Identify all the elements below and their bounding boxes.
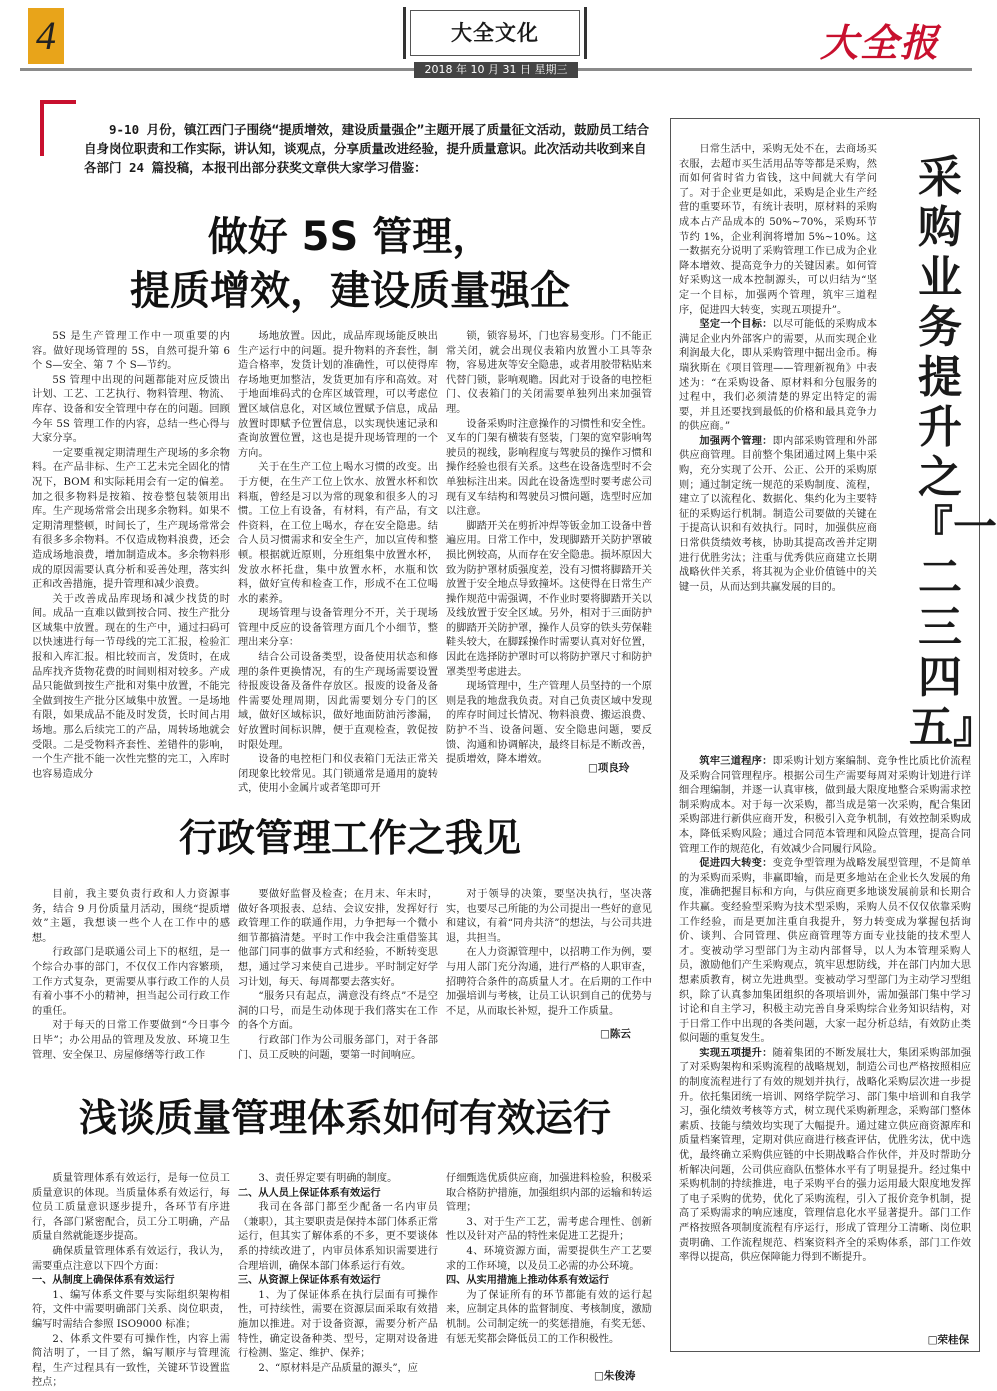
paragraph: 设备采购时注意操作的习惯性和安全性。叉车的门架有横装有竖装，门架的宽窄影响驾驶员的视线，影响程度与驾驶员的操作习惯和操作经验也很有关系。这些在设备选型时不会单独标注出来。因此在设备选型时要考虑公司现有叉车结构和驾驶员习惯问题，选型时应加以注意。 (446, 418, 652, 518)
paragraph: 结合公司设备类型，设备使用状态和修理的条件更换情况，有的生产现场需要设置待报废设备及备件存放区。报废的设备及备件需要处理周期，因此需要划分专门的区域，做好区域标识，做好地面防油污渗漏，好放置时间标识牌，便于直观检查，敦促按时限处理。 (238, 652, 438, 751)
article1-title-line2: 提质增效，建设质量强企 (130, 268, 570, 314)
paragraph: 现场管理与设备管理分不开，关于现场管理中反应的设备管理方面几个小细节，整理出来分享： (238, 608, 438, 649)
intro-corner-mark (40, 100, 76, 104)
paragraph: 目前，我主要负责行政和人力资源事务，结合 9 月份质量月活动，围绕“提质增效”主题，我想谈一些个人在工作中的感想。 (32, 889, 230, 944)
subheading: 一、从制度上确保体系有效运行 (32, 1275, 175, 1287)
paragraph: 确保质量管理体系有效运行，我认为，需要重点注意以下四个方面： (32, 1245, 230, 1272)
paragraph: 脚踏开关在剪折冲焊等钣金加工设备中普遍应用。日常工作中，发现脚踏开关防护罩破损比例较高，从而存在安全隐患。损坏原因大致为防护罩材质强度差，没有习惯将脚踏开关放置于安全地点导致撞坏。这使得在日常生产操作规范中需强调，不作业时要将脚踏开关以及线放置于安全区域。另外，相对于三面防护的脚踏开关防护罩，操作人员穿的铁头劳保鞋鞋头较大，在脚踩操作时需要认真对好位置，因此在选择防护罩时可以将防护罩尺寸和防护罩类型考虑进去。 (446, 520, 652, 678)
article1-column-3 (446, 330, 652, 766)
article2-headline: 行政管理工作之我见 (178, 816, 521, 860)
dateline (0, 62, 992, 78)
article1-column-2 (238, 330, 438, 795)
paragraph: 一定要重视定期清理生产现场的多余物料。在产品非标、生产工艺未完全固化的情况下，BOM 和实际耗用会有一定的偏差。加之很多物料是按箱、按卷整包装领用出库。生产现场常常会出现多余物料。如果不定期清理整顿，时间长了，生产现场常常会有很多多余物料。不仅造成物料浪费，还会造成场地浪费，增加制造成本。多余物料形成的原因需要认真分析和妥善处理，落实纠正和改善措施，提升管理和减少浪费。 (32, 447, 230, 591)
sidebar-article (670, 118, 997, 1352)
paragraph: 场地放置。因此，成品库现场能反映出生产运行中的问题。提升物料的齐套性，制造合格率，发货计划的准确性，可以使得库存场地更加整洁，发货更加有序和高效。对于地面堆码式的仓库区域管理，可以考虑位置区域信息化，对区域位置赋予信息，成品放置时即赋予位置信息，以实现快速记录和查询放置位置，这也是提升现场管理的一个方向。 (238, 331, 438, 459)
sidebar-vertical-title: 采购业务提升之『一二三四五』 (909, 152, 997, 753)
lead-term: 筑牢三道程序： (699, 756, 773, 767)
lead-paragraph (679, 857, 971, 1047)
paragraph: 现场管理中，生产管理人员坚持的一个原则是我的地盘我负责。对自己负责区域中发现的库存时间过长情况、物料浪费、搬运浪费、防护不当、设备问题、安全隐患问题，要反馈、沟通和协调解决，最终目标是不断改善，提质增效，降本增效。 (446, 681, 652, 766)
paragraph: 行政部门作为公司服务部门，对于各部门、员工反映的问题，要第一时间响应。 (238, 1034, 438, 1061)
paragraph: 2、体系文件要有可操作性，内容上需简洁明了，一目了然，编写顺序与管理流程，生产过程具有一致性，关键环节设置监控点； (32, 1333, 230, 1389)
paragraph: 5S 管理中出现的问题都能对应反馈出计划、工艺、工艺执行、物料管理、物流、库存、设备和安全管理中存在的问题。回顾今年 5S 管理工作的内容，总结一些心得与大家分享。 (32, 374, 230, 445)
article2-column-2 (238, 888, 438, 1064)
lead-term: 促进四大转变： (699, 858, 773, 870)
lead-text: 以尽可能低的采购成本满足企业内外部客户的需要，从而实现企业利润最大化，即从采购管理中掘出金币。梅瑞狄斯在《项目管理——管理新视角》中表述为：“在采购设备、原材料和分包服务的过程中，我们必须清楚的界定出特定的需要，并且还要找到最低的价格和最具竞争力的供应商。” (679, 319, 878, 433)
paragraph: 1、为了保证体系在执行层面有可操作性，可持续性，需要在资源层面采取有效措施加以推进。对于设备资源，需要分析产品特性，确定设备种类、型号，定期对设备进行检测、鉴定、维护、保养； (238, 1289, 438, 1360)
lead-paragraph (679, 318, 877, 435)
lead-text: 即内部采购管理和外部供应商管理。目前整个集团通过网上集中采购，充分实现了公开、公正、公开的采购原则；通过制定统一规范的采购制度、流程，建立了以流程化、数据化、集约化为主要特征的采购运行机制。制造公司要做的关键在于提高认识和有效执行。同时，加强供应商日常供货绩效考核，协助其提高改善并定期进行优胜劣汰；注重与优秀供应商建立长期战略伙伴关系，将其视为企业价值链中的关键一员，从而达到共赢发展的目的。 (679, 435, 878, 593)
article3-headline: 浅谈质量管理体系如何有效运行 (78, 1096, 611, 1140)
paragraph: 4、环境资源方面，需要提供生产工艺要求的工作环境，以及员工必需的办公环境。 (446, 1245, 652, 1272)
paragraph: 日常生活中，采购无处不在，去商场买衣服，去超市买生活用品等等都是采购，然而如何省时省力省钱，这中间就大有学问了。对于企业更是如此，采购是企业生产经营的重要环节，有统计表明，原材料的采购成本占产品成本的 50%~70%，采购环节节约 1%，企业利润将增加 5%~10%。这一数据充分说明了采购管理工作已成为企业降本增效、提高竞争力的关键因素。如何管好采购这一成本控制源头，可以归结为“坚定一个目标，加强两个管理，筑牢三道程序，促进四大转变，实现五项提升”。 (679, 144, 877, 316)
paragraph: 3、对于生产工艺，需考虑合理性、创新性以及针对产品的特性来促进工艺提升； (446, 1216, 652, 1243)
paragraph: 要做好监督及检查；在月末、年末时，做好各项报表、总结、会议安排，发挥好行政管理工作的联通作用，力争把每一个微小细节都搞清楚。平时工作中我会注重借鉴其他部门同事的做事方式和经验，不断转变思想，通过学习来使自己进步。平时制定好学习计划，每天、每周都要去落实好。 (238, 889, 438, 988)
paragraph: 锁，锁容易坏，门也容易变形。门不能正常关闭，就会出现仪表箱内放置小工具等杂物，容易进灰等安全隐患，或者用胶带粘贴来代替门锁，影响观瞻。因此对于设备的电控柜门、仪表箱门的关闭需要单独列出来加强管理。 (446, 331, 652, 415)
sidebar-column-bottom (679, 755, 971, 1333)
lead-term: 坚定一个目标： (699, 319, 773, 331)
paragraph: 在人力资源管理中，以招聘工作为例，要与用人部门充分沟通，进行严格的人职审查，招聘符合条件的高质量人才。在后期的工作中加强培训与考核，让员工认识到自己的优势与不足，从而取长补短，提升工作质量。 (446, 947, 652, 1017)
paragraph: 为了保证所有的环节都能有效的运行起来，应制定具体的监督制度、考核制度，激励机制。公司制定统一的奖惩措施，有奖无惩、有惩无奖都会降低员工的工作积极性。 (446, 1289, 652, 1345)
subheading: 二、从人员上保证体系有效运行 (238, 1187, 381, 1199)
paragraph: 对于领导的决策，要坚决执行，坚决落实，也要尽己所能的为公司提出一些好的意见和建议，有着“同舟共济”的想法，与公司共进退，共担当。 (446, 889, 652, 944)
paragraph: 1、编写体系文件要与实际组织架构相符，文件中需要明确部门关系、岗位职责，编写时需结合参照 ISO9000 标准； (32, 1289, 230, 1330)
paragraph: 仔细甄选优质供应商，加强进料检验，积极采取合格防护措施，加强组织内部的运输和转运管理； (446, 1173, 652, 1214)
paragraph: 行政部门是联通公司上下的枢纽，是一个综合办事的部门，不仅仅工作内容繁琐，工作方式复杂，更需要从事行政工作的人员有着小事不小的精神，担当起公司行政工作的重任。 (32, 947, 230, 1017)
page-number: 4 (28, 8, 64, 64)
lead-paragraph (679, 755, 971, 857)
article3-byline: □朱俊涛 (594, 1370, 636, 1382)
article2-column-1 (32, 888, 230, 1064)
paragraph: 2、“原材料是产品质量的源头”，应 (258, 1362, 418, 1374)
paragraph: 对于每天的日常工作要做到“今日事今日毕”；办公用品的管理及发放、环境卫生管理、安全保卫、房屋修缮等行政工作 (32, 1020, 230, 1061)
article1-headline (40, 210, 660, 318)
paragraph: 5S 是生产管理工作中一项重要的内容。做好现场管理的 5S，自然可提升第 6 个 S—安全、第 7 个 S—节约。 (32, 331, 230, 372)
paragraph: 设备的电控柜门和仪表箱门无法正常关闭现象比较常见。其门锁通常是通用的旋转式，使用小金属片或者笔即可开 (238, 754, 438, 795)
lead-term: 加强两个管理： (699, 435, 773, 447)
paragraph: 关于改善成品库现场和减少找货的时间。成品一直难以做到按合同、按生产批分区域集中放置。现在的生产中，通过扫码可以快速进行每一节母线的完工汇报，检验汇报和入库汇报。相比较而言，发货时，在成品库找齐货物花费的时间则相对较多。产成品只能做到按生产批和对集中放置，不能完全做到按生产批分区域集中放置。一是场地有限，如果成品不能及时发货，长时间占用场地。那么后续完工的产品，周转场地就会受限。二是受物料齐套性、差错件的影响，一个生产批不能一次性完整的完工，入库时也容易造成分 (32, 593, 230, 780)
paragraph: 关于在生产工位上喝水习惯的改变。出于方便，在生产工位上饮水、放置水杯和饮料瓶，曾经是习以为常的现象和很多人的习惯。工位上有设备，有材料，有产品，有文件资料，在工位上喝水，存在安全隐患。结合人员习惯需求和安全生产，加以宣传和整顿。根据就近原则，分班组集中放置水杯，发放水杯托盘，集中放置水杯，水瓶和饮料，做好宣传和检查工作，形成不在工位喝水的素养。 (238, 462, 438, 605)
sidebar-byline: □荣桂保 (927, 1334, 969, 1346)
lead-text: 随着集团的不断发展壮大，集团采购部加强了对采购架构和采购流程的战略规划，制造公司也严格按照相应的制度流程进行了有效的规划并执行，战略化采购层次进一步提升。依托集团统一培训、网络学院学习、部门集中培训和自我学习，强化绩效考核等方式，树立现代采购新理念，采购部门整体素质、技能与绩效均实现了大幅提升。通过建立供应商资源库和质量档案管理，定期对供应商进行核查评估，优胜劣汰，优中选优，最终确立采购供应链的中长期战略合作伙伴，并及时帮助分析解决问题，公司供应商队伍整体水平有了明显提升。经过集中采购机制的持续推进，电子采购平台的强力运用最大限度地发挥了电子采购的优势，优化了采购流程，引入了报价竞争机制，提高了采购需求的响应速度，管理信息化水平显著提升。部门工作严格按照各项制度流程有序运行，形成了管理分工清晰、岗位职责明确、工作流程规范、档案资料齐全的采购体系，部门工作效率得以提高，供应保障能力得到不断提升。 (679, 1047, 972, 1264)
newspaper-logo: 大全报 (820, 20, 941, 65)
lead-paragraph (679, 1047, 971, 1266)
lead-paragraph (679, 435, 877, 596)
article1-column-1 (32, 330, 230, 790)
lead-text: 变竞争型管理为战略发展型管理，不是简单的为采购而采购，非赢即输，而是更多地站在企业长久发展的角度，准确把握目标和方向，与供应商更多地谈发展前景和长期合作共赢。变经验型采购为技术型采购，采购人员不仅仅依靠采购工作经验，而是更加注重自我提升，努力转变成为掌握包括询价、谈判、合同管理、供应商管理等方面专业技能的技术型人才。变被动学习型部门为主动内部督导，以人为本管理采购人员，激励他们产生采购观点，筑牢思想防线，并在部门内加大思想素质教育，树立先进典型。变被动学习型部门为主动学习型组织，除了认真参加集团组织的各项培训外，需加强部门集中学习讨论和自主学习，积极主动完善自身采购综合业务知识结构，对于日常工作中出现的各类问题，大家一起分析总结，有效防止类似问题的重复发生。 (679, 858, 972, 1045)
lead-term: 实现五项提升： (699, 1047, 773, 1059)
paragraph: “服务只有起点，满意没有终点”不是空洞的口号，而是生动体现于我们落实在工作的各个方面。 (238, 991, 438, 1032)
subheading: 三、从资源上保证体系有效运行 (238, 1275, 381, 1287)
section-title: 大全文化 (410, 10, 580, 56)
lead-text: 即采购计划方案编制、竞争性比质比价流程及采购合同管理程序。根据公司生产需要每周对采购计划进行详细合理编制，并逐一认真审核，做到最大限度地整合采购需求控制采购成本。对于每一次采购，都当成是第一次采购，配合集团采购部进行新供应商开发，积极引入竞争机制，有效控制采购成本，降低采购风险；通过合同范本管理和风险点管理，提高合同管理工作的规范化，有效减少合同履行风险。 (679, 756, 972, 855)
article3-column-2 (238, 1172, 438, 1382)
article2-byline: □陈云 (600, 1028, 631, 1040)
article2-column-3 (446, 888, 652, 1018)
subheading: 四、从实用措施上推动体系有效运行 (446, 1275, 609, 1287)
article1-byline: □项良玲 (588, 762, 630, 774)
intro-text: 9-10 月份，镇江西门子围绕“提质增效，建设质量强企”主题开展了质量征文活动，鼓励员工结合自身岗位职责和工作实际，讲认知，谈观点，分享质量改进经验，提升质量意识。此次活动共收到来自各部门 24 篇投稿，本报刊出部分获奖文章供大家学习借鉴： (84, 122, 650, 175)
intro-corner-mark-vertical (40, 100, 44, 156)
article3-column-3 (446, 1172, 652, 1368)
article1-title-line1: 做好 5S 管理， (207, 214, 493, 260)
sidebar-column-top (679, 143, 877, 753)
article3-column-1 (32, 1172, 230, 1389)
issue-date: 2018 年 10 月 31 日 星期三 (414, 62, 578, 78)
paragraph: 3、责任界定要有明确的制度。 (258, 1173, 398, 1184)
paragraph: 质量管理体系有效运行，是每一位员工质量意识的体现。当质量体系有效运行，每位员工质量意识逐步提升，各环节有序进行，各部门紧密配合，员工分工明确，产品质量自然就能逐步提高。 (32, 1173, 230, 1243)
intro-block (40, 100, 658, 178)
paragraph: 我司在各部门都至少配备一名内审员（兼职），其主要职责是保持本部门体系正常运行，但其实了解体系的不多，更不要谈体系的持续改进了，内审员体系知识需要进行合理培训，确保本部门体系运行有效。 (238, 1202, 438, 1272)
